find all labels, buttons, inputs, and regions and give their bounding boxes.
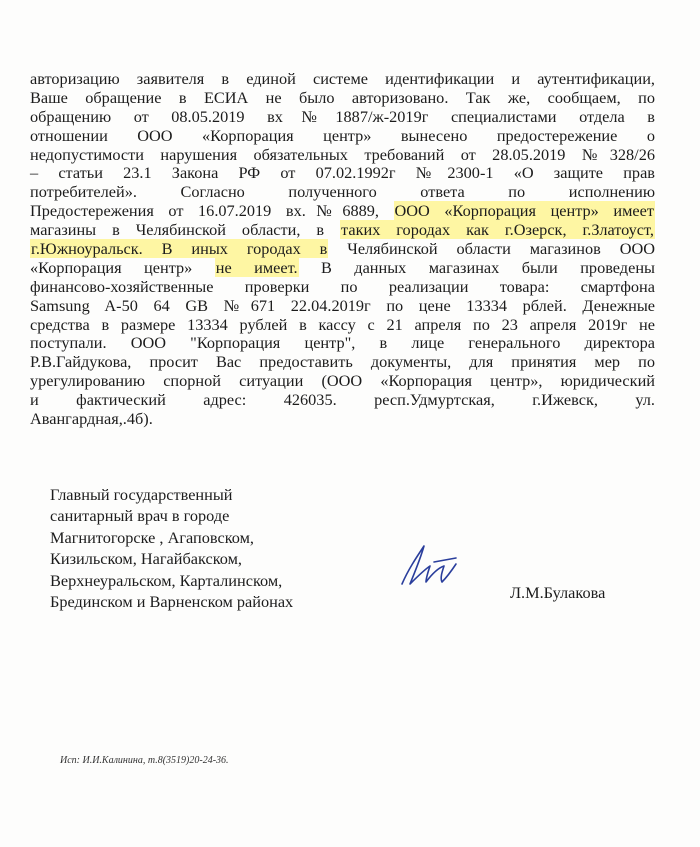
body-text-segment: Челябинской области магазинов ООО <box>347 239 655 259</box>
body-line <box>30 202 655 221</box>
body-line: потребителей». Согласно полученного ответа по исполнению <box>30 182 655 202</box>
body-line <box>30 221 655 240</box>
body-line: Samsung A-50 64 GB №671 22.04.2019г по цене 13334 рблей. Денежные <box>30 295 655 315</box>
highlighted-text: г.Южноуральск. В иных городах в <box>31 239 328 259</box>
signatory-title-line: Кизильском, Нагайбакском, <box>50 549 242 569</box>
highlighted-text: ООО «Корпорация центр» имеет <box>394 201 654 221</box>
body-line: финансово-хозяйственные проверки по реализации товара: смартфона <box>30 276 655 296</box>
highlighted-text: таких городах как г.Озерск, г.Златоуст, <box>341 220 654 240</box>
body-line: Авангардная,.4б). <box>30 409 153 429</box>
highlighted-text: не имеет. <box>215 257 298 277</box>
signatory-title-line: санитарный врач в городе <box>50 506 230 526</box>
handwritten-signature <box>394 540 464 590</box>
body-line <box>30 259 655 278</box>
body-line: поступали. ООО "Корпорация центр", в лице генерального директора <box>30 333 655 353</box>
body-line: – статьи 23.1 Закона РФ от 07.02.1992г №2300-1 «О защите прав <box>30 163 655 183</box>
body-line: Ваше обращение в ЕСИА не было авторизовано. Так же, сообщаем, по <box>30 87 655 107</box>
body-text-segment: магазины в Челябинской области, в <box>30 220 325 240</box>
signatory-title-line: Магнитогорске , Агаповском, <box>50 527 254 547</box>
executor-contact: Исп: И.И.Калинина, т.8(3519)20-24-36. <box>60 755 229 766</box>
body-line: отношении ООО «Корпорация центр» вынесено предостережение о <box>30 125 655 145</box>
body-line: урегулированию спорной ситуации (ООО «Корпорация центр», юридический <box>30 371 655 391</box>
body-text-segment: В данных магазинах были проведены <box>320 257 655 277</box>
signer-name: Л.М.Булакова <box>510 583 606 602</box>
signatory-title-line: Брединском и Варненском районах <box>50 592 294 612</box>
signatory-title-line: Главный государственный <box>50 485 233 504</box>
signatory-title-line: Верхнеуральском, Карталинском, <box>50 570 283 590</box>
body-line: средства в размере 13334 рублей в кассу с 21 апреля по 23 апреля 2019г не <box>30 314 655 334</box>
letter-body <box>30 70 655 429</box>
body-line: обращению от 08.05.2019 вх№1887/ж-2019г специалистами отдела в <box>30 106 655 126</box>
body-line: Р.В.Гайдукова, просит Вас предоставить документы, для принятия мер по <box>30 352 655 372</box>
body-line: авторизацию заявителя в единой системе идентификации и аутентификации, <box>30 69 655 88</box>
body-line: и фактический адрес: 426035. респ.Удмуртская, г.Ижевск, ул. <box>30 390 655 410</box>
signatory-title <box>50 484 293 612</box>
body-line: недопустимости нарушения обязательных требований от 28.05.2019 №328/26 <box>30 144 655 164</box>
body-text-segment: «Корпорация центр» <box>30 257 193 277</box>
body-text-segment: Предостережения от 16.07.2019 вх.№6889, <box>30 201 379 221</box>
body-line <box>30 240 655 259</box>
